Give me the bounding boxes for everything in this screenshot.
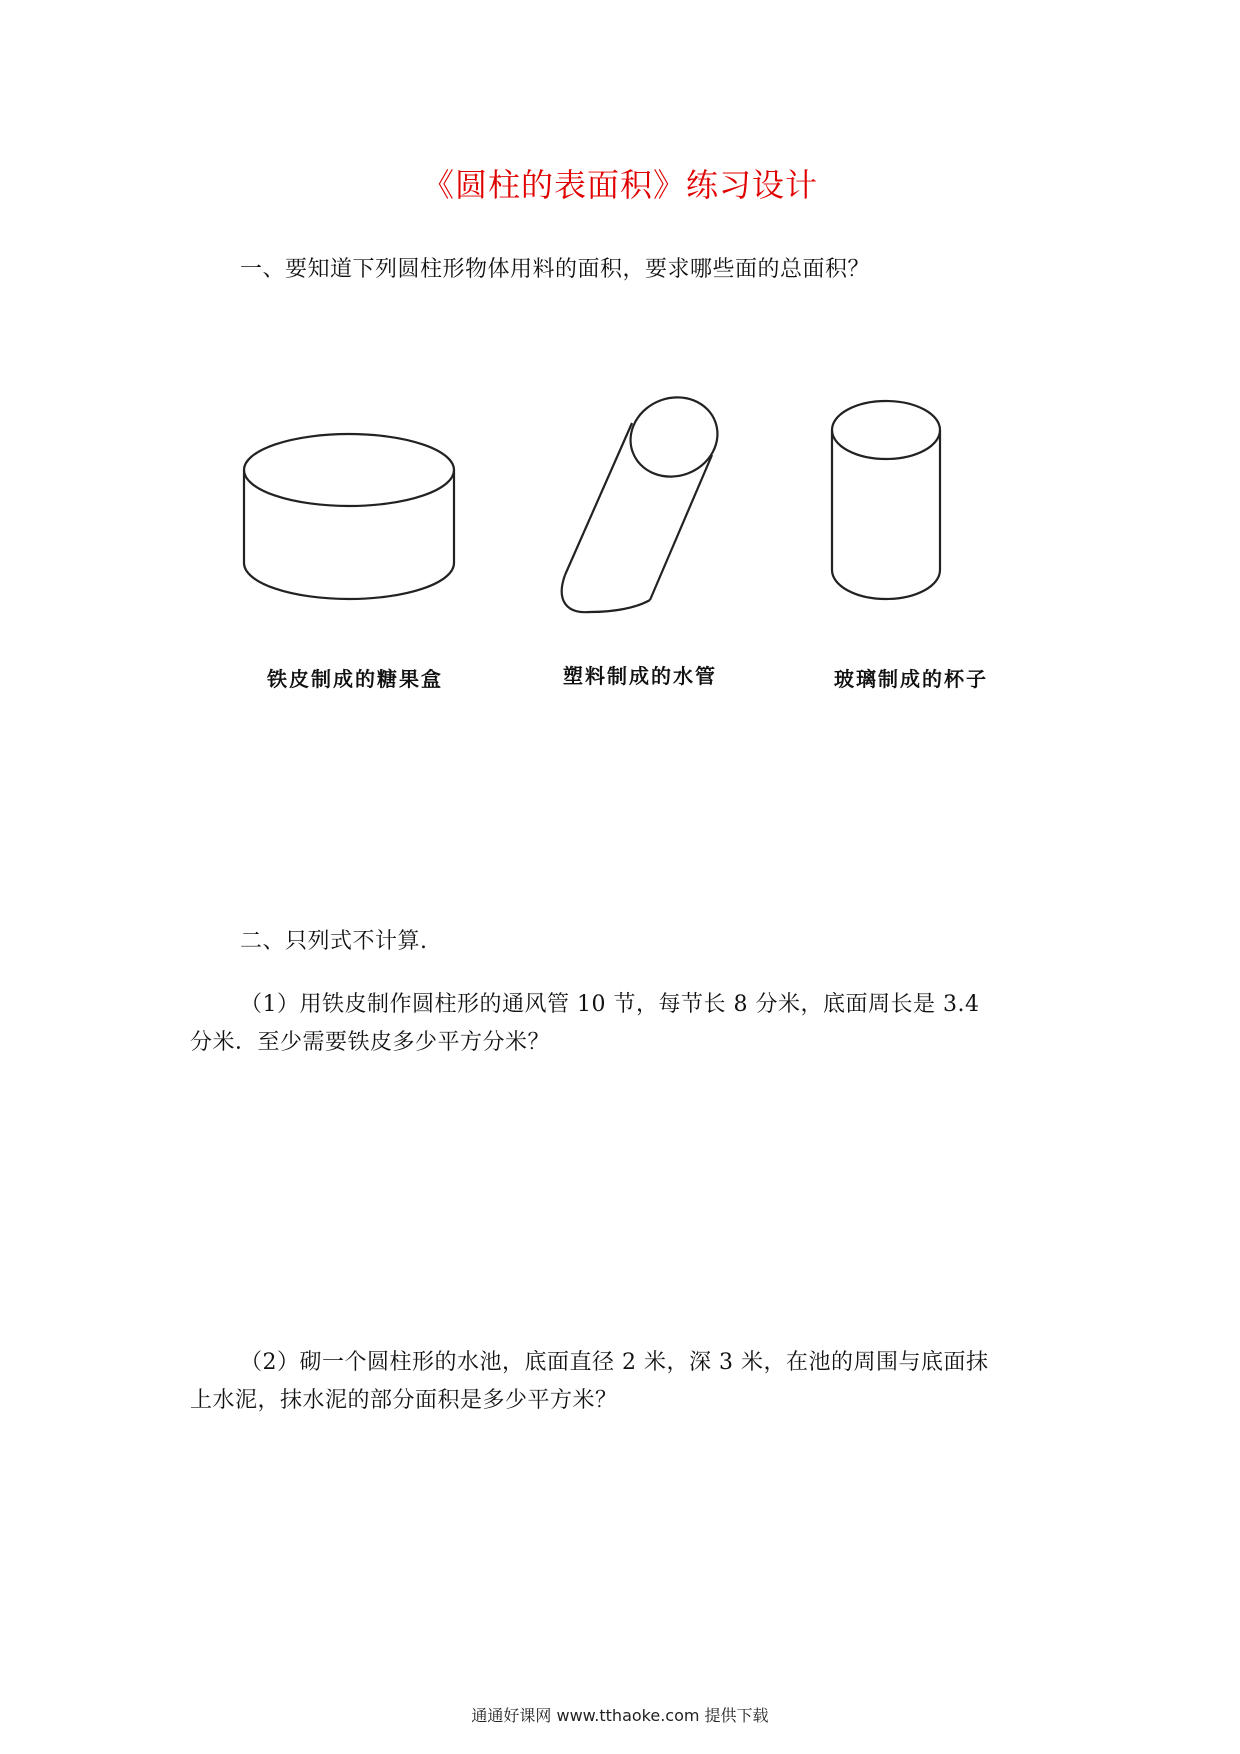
figure-label-candy-box: 铁皮制成的糖果盒 [267,667,443,691]
page-footer: 通通好课网 www.tthaoke.com 提供下载 [471,1706,769,1725]
figure-label-glass-cup: 玻璃制成的杯子 [834,667,988,691]
section-2-heading: 二、只列式不计算. [240,929,428,954]
problem-2-line-2: 上水泥，抹水泥的部分面积是多少平方米？ [190,1388,618,1413]
tilted-cylinder-icon [562,385,729,612]
problem-1-line-2: 分米．至少需要铁皮多少平方分米？ [190,1030,551,1055]
question-1: 一、要知道下列圆柱形物体用料的面积，要求哪些面的总面积？ [240,257,871,282]
problem-1-line-1: （1）用铁皮制作圆柱形的通风管 10 节，每节长 8 分米，底面周长是 3.4 [240,992,980,1017]
figure-label-water-pipe: 塑料制成的水管 [563,664,717,688]
page-title: 《圆柱的表面积》练习设计 [421,166,818,204]
problem-2-line-1: （2）砌一个圆柱形的水池，底面直径 2 米，深 3 米，在池的周围与底面抹 [240,1350,989,1375]
cylinder-figures [0,0,1240,700]
tall-cylinder-icon [832,401,940,599]
flat-cylinder-icon [244,434,454,599]
